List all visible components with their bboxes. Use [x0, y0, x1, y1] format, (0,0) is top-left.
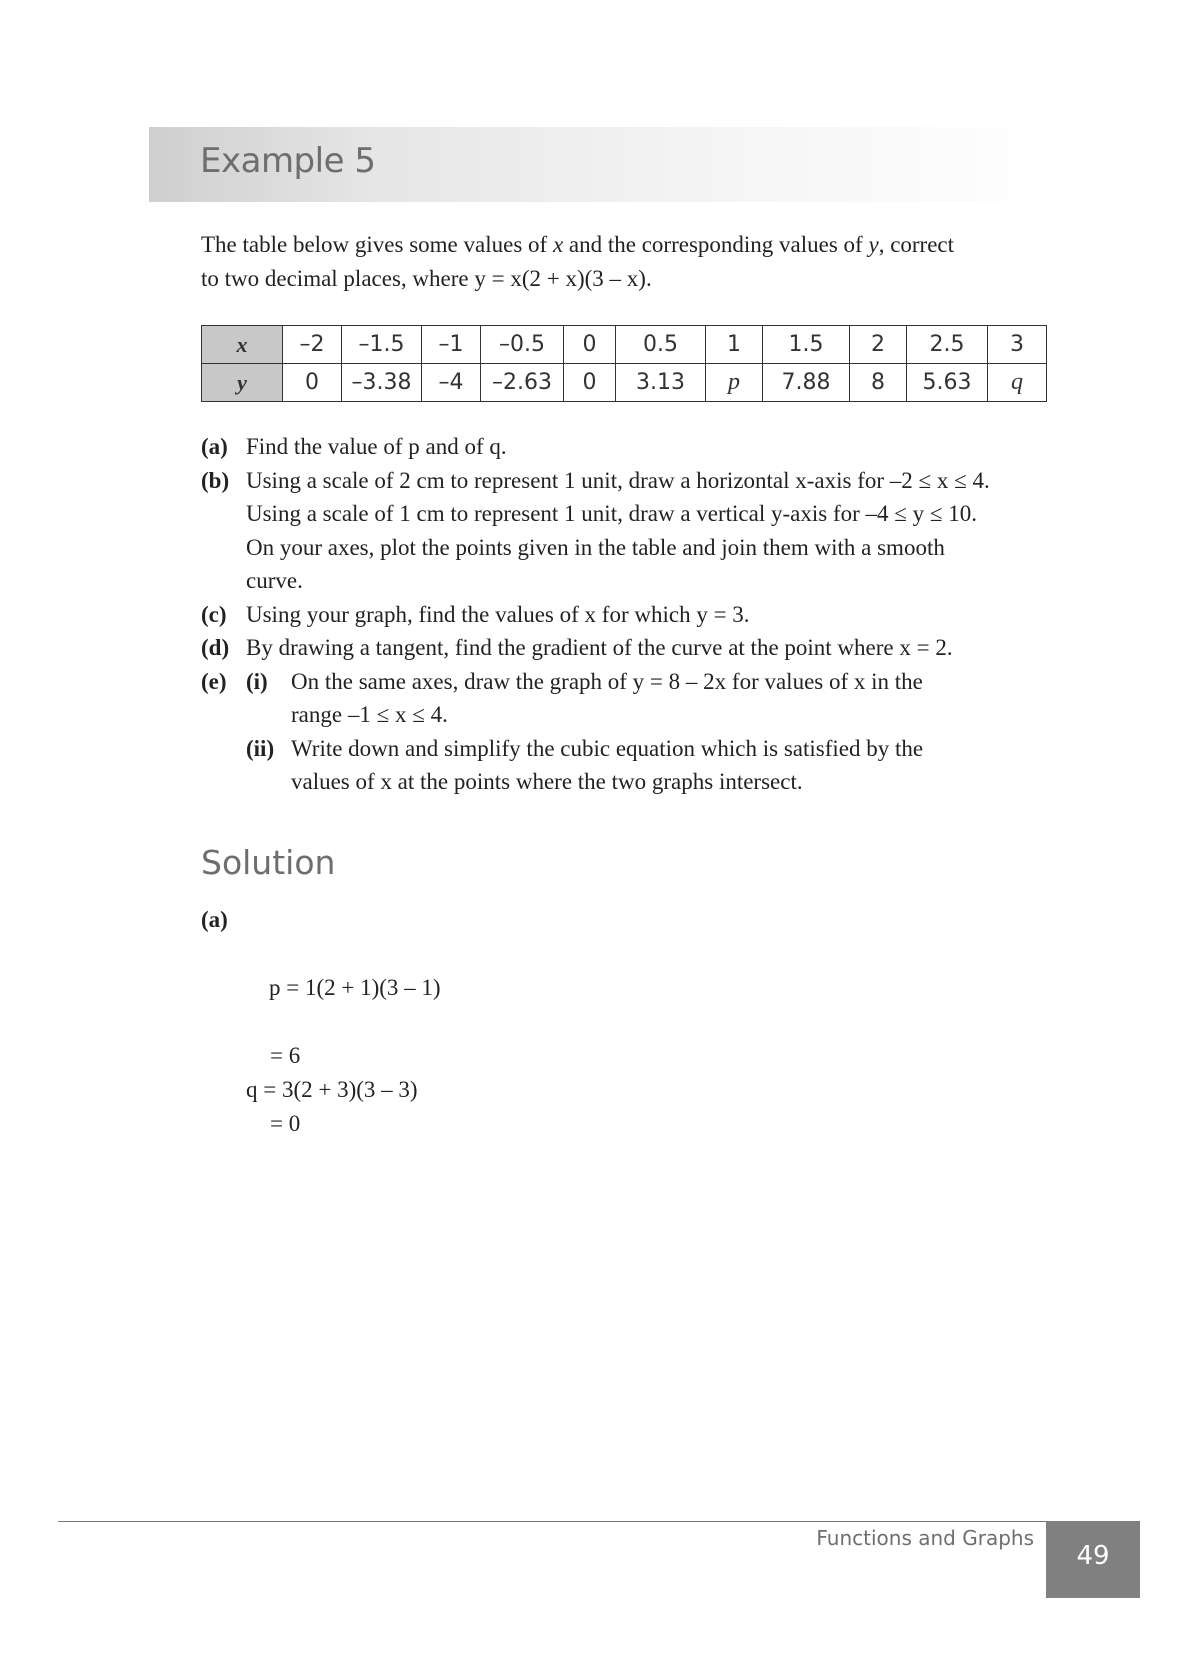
solution-body: [201, 903, 441, 1141]
question-label: (e): [201, 668, 227, 694]
question-e-ii: [246, 732, 1081, 799]
y-row: [202, 364, 1047, 402]
x-cell: –0.5: [481, 326, 564, 364]
question-text: curve.: [246, 568, 303, 593]
y-cell: –4: [422, 364, 481, 402]
y-cell: 0: [564, 364, 616, 402]
question-text: Write down and simplify the cubic equation which is satisfied by the: [291, 735, 924, 761]
y-cell-p: p: [706, 364, 763, 402]
example-banner: [149, 127, 1060, 202]
solution-line: = 6: [270, 1043, 301, 1068]
y-cell: 7.88: [763, 364, 850, 402]
x-cell: 0.5: [616, 326, 706, 364]
y-header-cell: y: [202, 364, 283, 402]
question-text: Using a scale of 2 cm to represent 1 unit, draw a horizontal x-axis for –2 ≤ x ≤ 4.: [246, 467, 990, 493]
solution-line: = 0: [270, 1111, 301, 1136]
subquestion-label: (i): [246, 668, 268, 694]
x-cell: 2: [850, 326, 907, 364]
intro-text: [201, 228, 1061, 296]
y-cell: –2.63: [481, 364, 564, 402]
page-number-box: [1046, 1521, 1140, 1598]
chapter-title: Functions and Graphs: [816, 1526, 1034, 1550]
x-cell: 2.5: [907, 326, 988, 364]
question-text: By drawing a tangent, find the gradient of the curve at the point where x = 2.: [246, 635, 953, 660]
intro-line-1: The table below gives some values of x and the corresponding values of y, correct: [201, 232, 955, 257]
values-table: [201, 325, 1047, 402]
question-e-i: [246, 665, 1081, 732]
x-cell: –2: [283, 326, 342, 364]
intro-equation: y = x(2 + x)(3 – x): [474, 266, 646, 291]
question-text: range –1 ≤ x ≤ 4.: [291, 702, 448, 727]
question-c: [201, 598, 1081, 632]
intro-line-2: to two decimal places, where y = x(2 + x)(3 – x).: [201, 266, 652, 291]
x-row: [202, 326, 1047, 364]
question-e: [201, 665, 1081, 799]
question-text: On the same axes, draw the graph of y = 8 – 2x for values of x in the: [291, 668, 923, 694]
solution-label: (a): [201, 907, 228, 932]
question-text: On your axes, plot the points given in the table and join them with a smooth: [246, 534, 945, 560]
question-b: [201, 464, 1081, 598]
x-cell: –1.5: [342, 326, 422, 364]
solution-line: q = 3(2 + 3)(3 – 3): [246, 1077, 418, 1102]
y-cell: 8: [850, 364, 907, 402]
x-cell: 0: [564, 326, 616, 364]
solution-heading: Solution: [201, 843, 336, 882]
footer-divider: [58, 1521, 1046, 1522]
question-list: [201, 430, 1081, 799]
question-text: Find the value of p and of q.: [246, 434, 507, 459]
y-cell: –3.38: [342, 364, 422, 402]
question-a: [201, 430, 1081, 464]
question-d: [201, 631, 1081, 665]
question-label: (a): [201, 434, 228, 459]
subquestion-label: (ii): [246, 735, 275, 761]
y-cell: 0: [283, 364, 342, 402]
question-label: (c): [201, 601, 227, 627]
question-text: Using your graph, find the values of x for which y = 3.: [246, 601, 750, 627]
solution-line: (a) p = 1(2 + 1)(3 – 1): [201, 903, 441, 1039]
y-cell: 5.63: [907, 364, 988, 402]
question-label: (d): [201, 635, 230, 660]
x-cell: 1: [706, 326, 763, 364]
question-label: (b): [201, 467, 230, 493]
x-header-cell: x: [202, 326, 283, 364]
x-cell: 3: [988, 326, 1047, 364]
x-cell: 1.5: [763, 326, 850, 364]
question-text: values of x at the points where the two graphs intersect.: [291, 769, 803, 794]
x-cell: –1: [422, 326, 481, 364]
example-title: Example 5: [200, 141, 376, 181]
question-text: Using a scale of 1 cm to represent 1 unit, draw a vertical y-axis for –4 ≤ y ≤ 10.: [246, 501, 978, 526]
page-number: 49: [1076, 1541, 1110, 1571]
y-cell: 3.13: [616, 364, 706, 402]
y-cell-q: q: [988, 364, 1047, 402]
